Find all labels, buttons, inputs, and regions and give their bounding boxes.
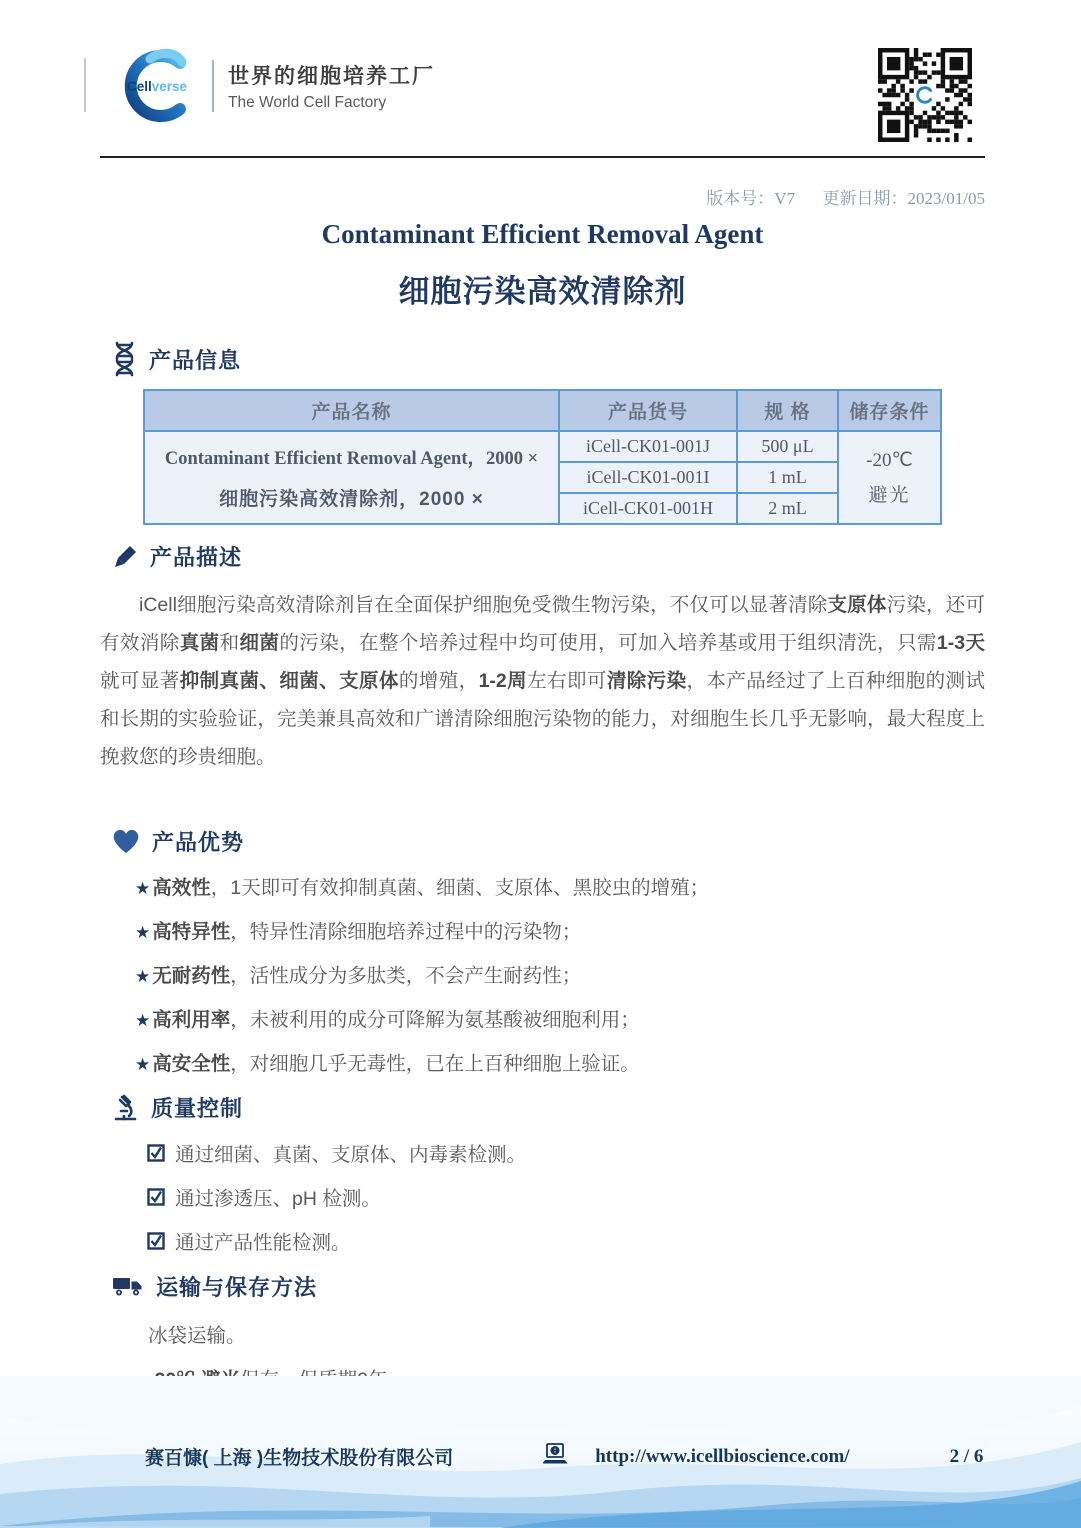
list-item: ★ 高效性 ，1天即可有效抑制真菌、细菌、支原体、黑胶虫的增殖；	[135, 871, 985, 906]
section-product-advantages	[112, 826, 985, 857]
product-name-zh: 细胞污染高效清除剂，2000 ×	[219, 489, 484, 510]
sku-cell: iCell-CK01-001H	[559, 493, 737, 524]
update-date-label: 更新日期：	[822, 189, 908, 208]
star-icon: ★	[135, 1055, 151, 1074]
update-date-value: 2023/01/05	[907, 189, 985, 208]
shipping-line: 冰袋运输。	[148, 1325, 246, 1347]
table-header-row	[144, 390, 941, 431]
truck-icon	[112, 1275, 144, 1298]
section-title: 质量控制	[151, 1096, 244, 1121]
footer	[0, 1376, 1081, 1528]
section-title: 产品优势	[152, 830, 245, 855]
section-title: 产品信息	[149, 347, 242, 373]
footer-row	[0, 1442, 1081, 1471]
tagline-en: The World Cell Factory	[228, 94, 387, 111]
qr-code	[878, 48, 972, 142]
spec-cell: 1 mL	[737, 462, 838, 493]
checked-box-icon	[147, 1144, 165, 1162]
col-product-name: 产品名称	[144, 390, 559, 431]
advantages-list	[100, 871, 985, 1082]
quality-control-list	[100, 1139, 985, 1255]
version-label: 版本号：	[706, 189, 775, 208]
checked-box-icon	[147, 1232, 165, 1250]
tagline-zh: 世界的细胞培养工厂	[228, 65, 435, 88]
heart-icon	[112, 829, 140, 854]
star-icon: ★	[135, 967, 151, 986]
title-english: Contaminant Efficient Removal Agent	[321, 219, 764, 249]
title-chinese: 细胞污染高效清除剂	[398, 274, 687, 309]
spec-cell: 500 μL	[737, 431, 838, 462]
product-description-paragraph: iCell细胞污染高效清除剂旨在全面保护细胞免受微生物污染，不仅可以显著清除支原体污染，还可有效消除真菌和细菌的污染，在整个培养过程中均可使用，可加入培养基或用于组织清洗，只需1-3天就可显著抑制真菌、细菌、支原体的增殖，1-2周左右即可清除污染，本产品经过了上百种细胞的测试和长期的实验验证，完美兼具高效和广谱清除细胞污染物的能力，对细胞生长几乎无影响，最大程度上挽救您的珍贵细胞。	[100, 594, 985, 768]
footer-company: 赛百慷( 上海 )生物技术股份有限公司	[145, 1448, 454, 1469]
star-icon: ★	[135, 923, 151, 942]
section-title: 产品描述	[150, 545, 243, 570]
version-line	[100, 184, 985, 209]
section-product-info	[112, 341, 985, 377]
list-item: 通过渗透压、pH 检测。	[147, 1183, 985, 1211]
spec-cell: 2 mL	[737, 493, 838, 524]
storage-cell: -20℃ 避光	[838, 431, 941, 524]
version-value: V7	[774, 189, 796, 208]
svg-text:Cellverse: Cellverse	[126, 79, 188, 94]
table-row	[144, 431, 941, 462]
checked-box-icon	[147, 1188, 165, 1206]
list-item: ★ 高利用率 ，未被利用的成分可降解为氨基酸被细胞利用；	[135, 1003, 985, 1038]
star-icon: ★	[135, 879, 151, 898]
product-name-en: Contaminant Efficient Removal Agent，2000 ×	[164, 449, 539, 469]
col-spec: 规 格	[737, 390, 838, 431]
col-sku: 产品货号	[559, 390, 737, 431]
list-item: ★ 高特异性 ，特异性清除细胞培养过程中的污染物；	[135, 915, 985, 950]
dna-icon	[112, 341, 137, 377]
sku-cell: iCell-CK01-001I	[559, 462, 737, 493]
sku-cell: iCell-CK01-001J	[559, 431, 737, 462]
section-quality-control	[112, 1092, 985, 1123]
list-item: 通过细菌、真菌、支原体、内毒素检测。	[147, 1139, 985, 1167]
section-product-description	[112, 541, 985, 572]
col-storage: 储存条件	[838, 390, 941, 431]
list-item: 通过产品性能检测。	[147, 1227, 985, 1255]
pen-icon	[112, 544, 138, 570]
page-edge-mark	[84, 58, 86, 112]
section-shipping-storage	[112, 1271, 985, 1302]
header	[100, 0, 985, 142]
section-title: 运输与保存方法	[156, 1275, 318, 1300]
microscope-icon	[112, 1094, 139, 1122]
cellverse-logo	[116, 46, 435, 126]
cellverse-logo-icon	[116, 46, 198, 126]
laptop-globe-icon	[541, 1442, 569, 1471]
footer-url-link[interactable]: http://www.icellbioscience.com/	[595, 1445, 850, 1467]
page-number: 2 / 6	[949, 1445, 984, 1467]
product-name-cell	[144, 431, 559, 524]
product-info-table	[143, 389, 942, 525]
star-icon: ★	[135, 1011, 151, 1030]
list-item: ★ 高安全性 ，对细胞几乎无毒性，已在上百种细胞上验证。	[135, 1047, 985, 1082]
list-item: ★ 无耐药性 ，活性成分为多肽类，不会产生耐药性；	[135, 959, 985, 994]
header-rule	[100, 156, 985, 158]
logo-divider	[212, 60, 214, 112]
